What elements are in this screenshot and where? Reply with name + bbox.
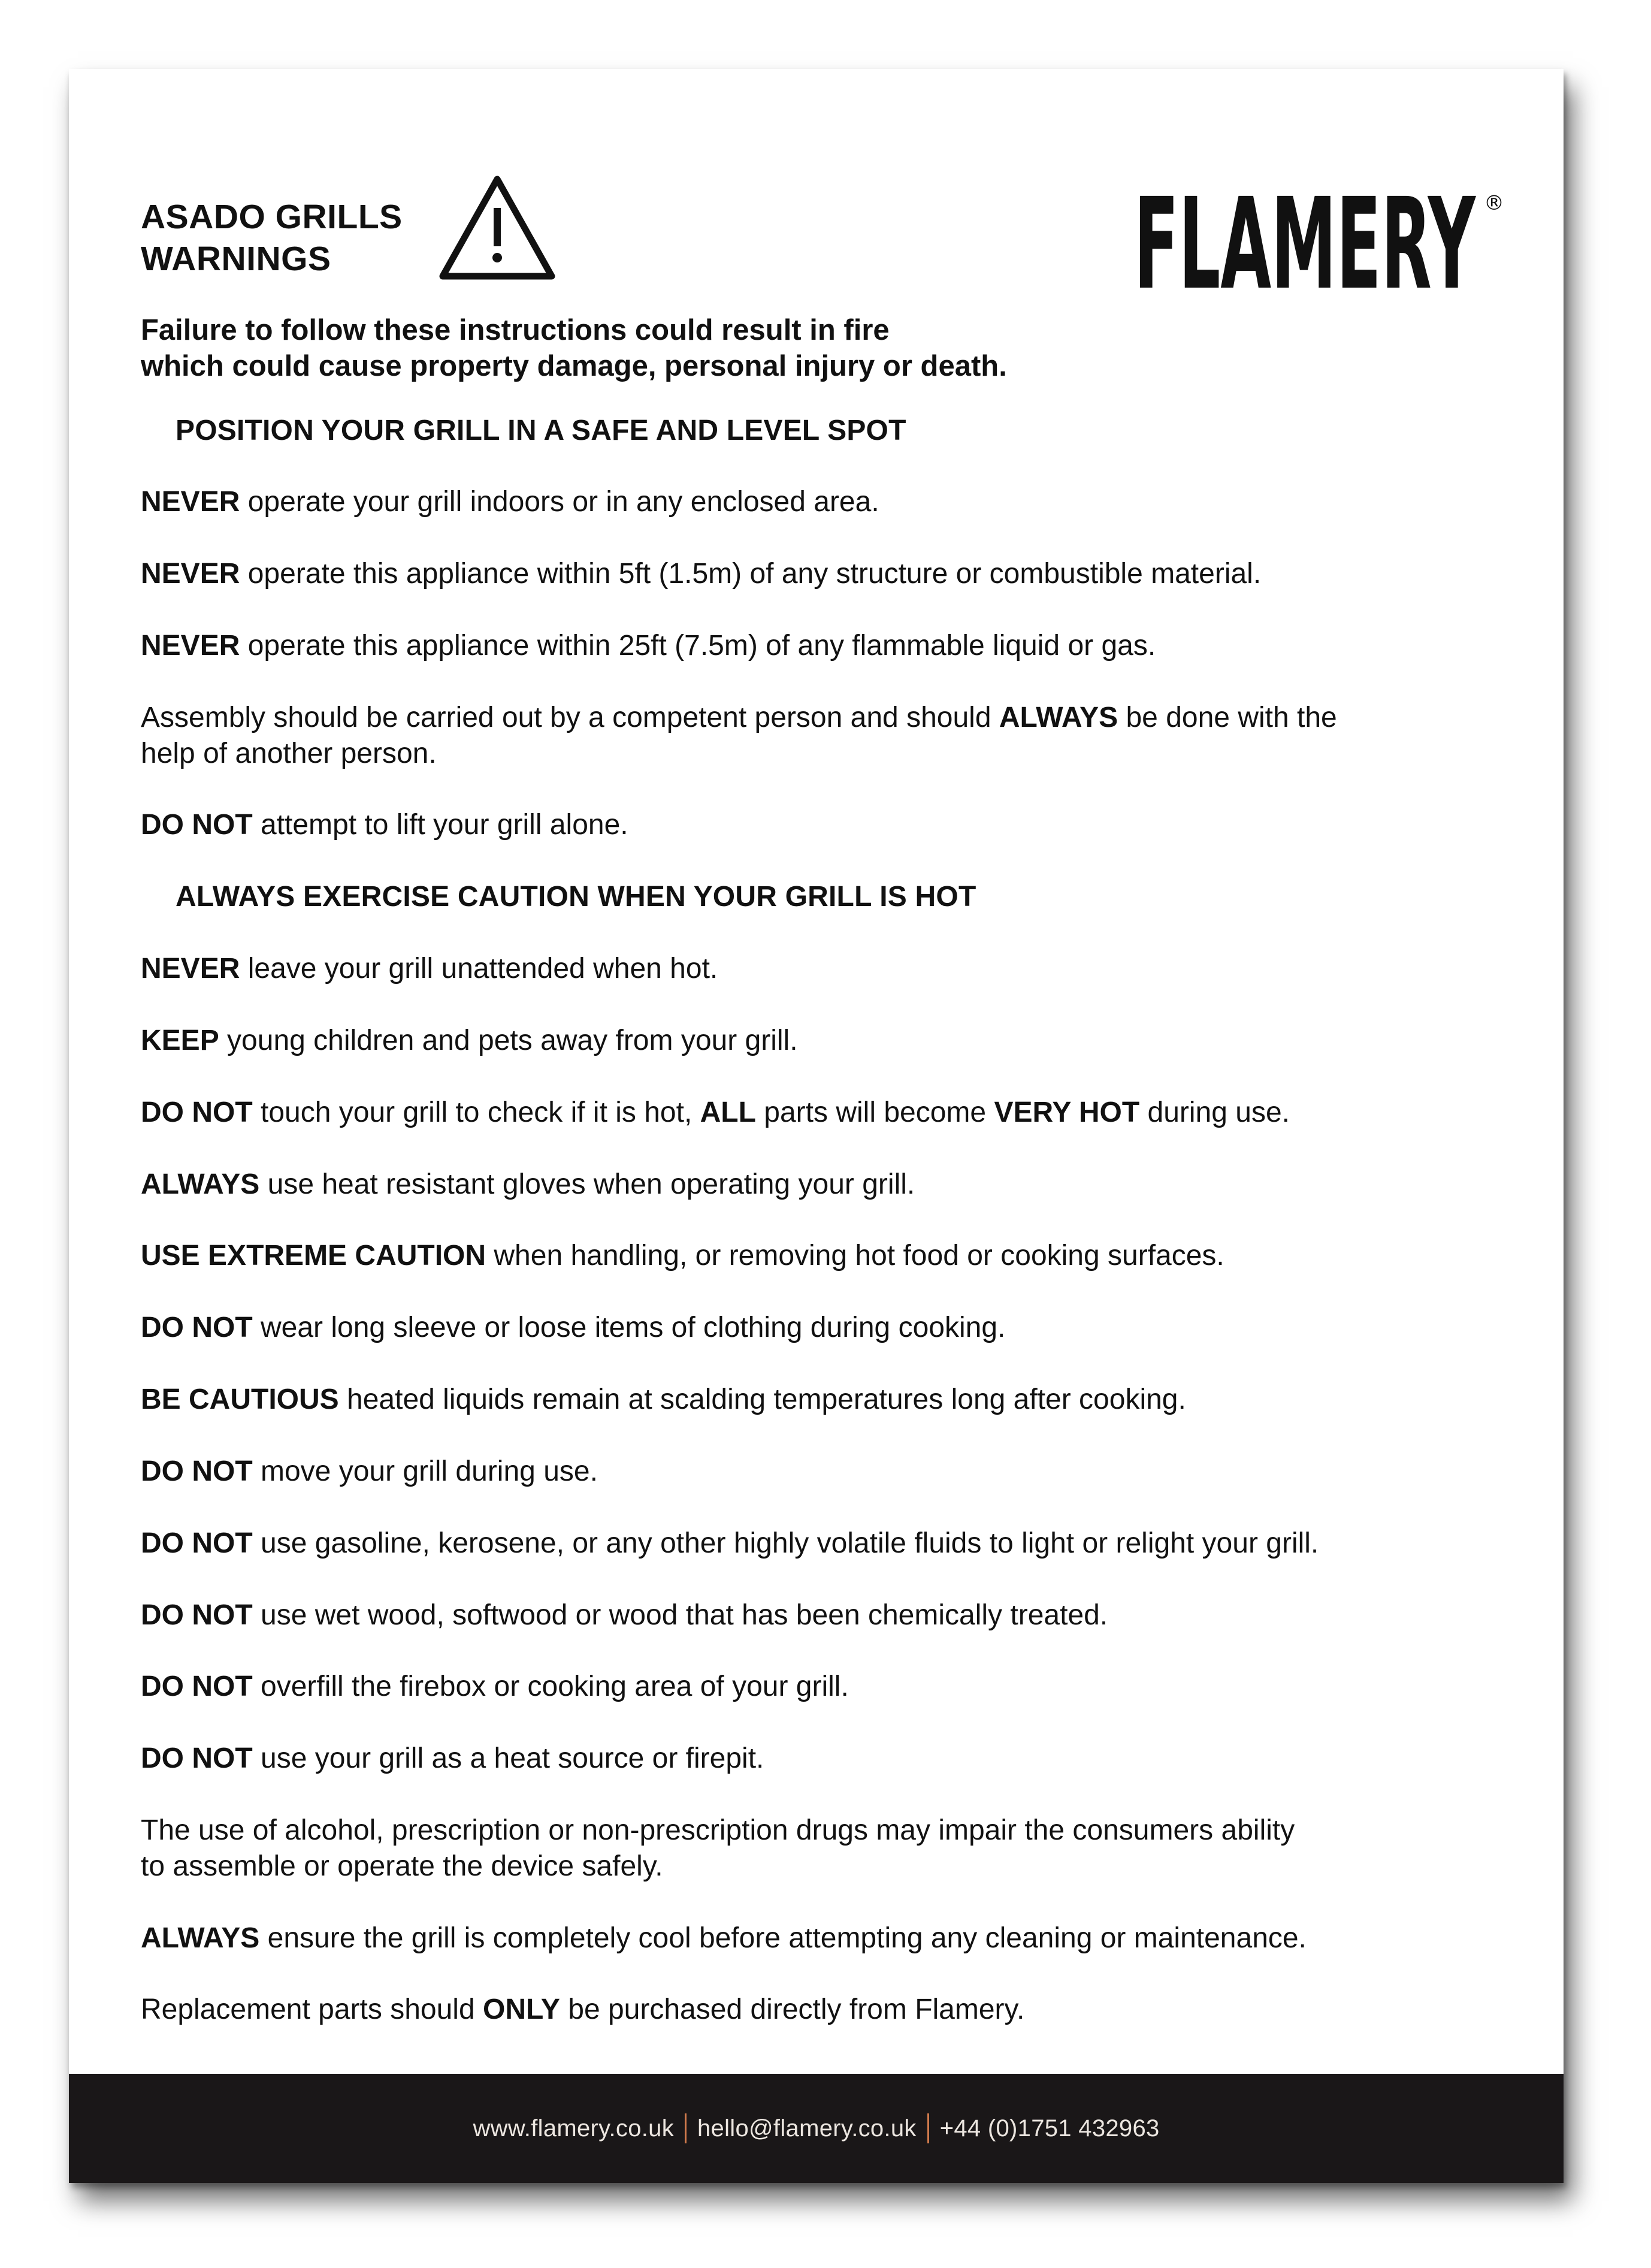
intro-line-2: which could cause property damage, personal injury or death. (141, 350, 1007, 382)
footer-separator (927, 2113, 929, 2143)
footer-separator (685, 2113, 687, 2143)
warning-item (141, 1526, 1519, 1562)
warning-text: when handling, or removing hot food or cooking surfaces. (486, 1240, 1224, 1272)
keyword: DO NOT (141, 1599, 253, 1631)
warning-item (141, 1741, 1519, 1777)
section-heading-caution: ALWAYS EXERCISE CAUTION WHEN YOUR GRILL IS HOT (176, 881, 976, 913)
warning-text: operate your grill indoors or in any enclosed area. (240, 486, 879, 518)
warning-item (141, 1238, 1519, 1274)
warning-item (141, 628, 1519, 664)
warning-text: use gasoline, kerosene, or any other highly volatile fluids to light or relight your grill. (252, 1527, 1319, 1559)
warning-triangle-icon (434, 171, 560, 285)
warning-item (141, 1095, 1519, 1131)
warning-item (141, 1597, 1519, 1633)
section-heading-position: POSITION YOUR GRILL IN A SAFE AND LEVEL SPOT (176, 415, 906, 446)
warnings-sheet (69, 69, 1564, 2183)
warning-item (141, 1669, 1519, 1705)
warning-text-line-2: to assemble or operate the device safely. (141, 1850, 663, 1882)
keyword: DO NOT (141, 1455, 253, 1487)
title-line-1: ASADO GRILLS (141, 198, 403, 236)
keyword: NEVER (141, 486, 240, 518)
phone-number[interactable]: +44 (0)1751 432963 (939, 2115, 1160, 2142)
keyword: NEVER (141, 630, 240, 662)
document-title (141, 196, 403, 280)
warning-text: operate this appliance within 25ft (7.5m) of any flammable liquid or gas. (240, 630, 1156, 662)
keyword: DO NOT (141, 1671, 253, 1702)
warning-text: heated liquids remain at scalding temperatures long after cooking. (338, 1384, 1186, 1415)
warning-item (141, 1023, 1519, 1059)
keyword: DO NOT (141, 809, 253, 841)
flamery-logo (1123, 165, 1507, 321)
keyword: USE EXTREME CAUTION (141, 1240, 486, 1272)
warning-text: during use. (1139, 1097, 1290, 1128)
warning-text: use heat resistant gloves when operating your grill. (259, 1168, 915, 1200)
keyword: BE CAUTIOUS (141, 1384, 339, 1415)
keyword: DO NOT (141, 1097, 253, 1128)
warning-item (141, 951, 1519, 987)
warning-item (141, 1813, 1519, 1885)
warning-item (141, 700, 1519, 772)
warning-item (141, 1992, 1519, 2028)
warning-text: operate this appliance within 5ft (1.5m) of any structure or combustible material. (240, 558, 1262, 590)
warning-item (141, 484, 1519, 520)
warning-text: Assembly should be carried out by a competent person and should (141, 702, 999, 733)
keyword: NEVER (141, 558, 240, 590)
warning-text: move your grill during use. (252, 1455, 598, 1487)
warning-item (141, 1310, 1519, 1346)
logo-wordmark: FLAMERY (1134, 171, 1477, 318)
warning-text: be done with the (1118, 702, 1337, 733)
keyword: DO NOT (141, 1742, 253, 1774)
warning-text: wear long sleeve or loose items of clothing during cooking. (252, 1312, 1006, 1343)
keyword: NEVER (141, 953, 240, 984)
keyword: ALWAYS (141, 1922, 260, 1954)
website-link[interactable]: www.flamery.co.uk (473, 2115, 675, 2142)
keyword: ONLY (482, 1994, 560, 2025)
keyword: ALL (700, 1097, 756, 1128)
warning-text: parts will become (755, 1097, 994, 1128)
warning-text: ensure the grill is completely cool before attempting any cleaning or maintenance. (259, 1922, 1307, 1954)
warning-item (141, 1167, 1519, 1203)
title-line-2: WARNINGS (141, 240, 331, 278)
warning-text: young children and pets away from your grill. (219, 1025, 798, 1056)
warning-text: use your grill as a heat source or firepit. (252, 1742, 764, 1774)
warning-text: overfill the firebox or cooking area of your grill. (252, 1671, 849, 1702)
sheet-content (69, 69, 1564, 2183)
warning-item (141, 1920, 1519, 1956)
registered-mark: ® (1484, 191, 1504, 215)
keyword: ALWAYS (141, 1168, 260, 1200)
keyword: VERY HOT (994, 1097, 1140, 1128)
keyword: DO NOT (141, 1527, 253, 1559)
warning-item (141, 807, 1519, 843)
warning-text: leave your grill unattended when hot. (240, 953, 718, 984)
keyword: DO NOT (141, 1312, 253, 1343)
warning-text: Replacement parts should (141, 1994, 483, 2025)
warning-item (141, 1454, 1519, 1490)
warning-text: touch your grill to check if it is hot, (252, 1097, 700, 1128)
keyword: ALWAYS (999, 702, 1118, 733)
email-link[interactable]: hello@flamery.co.uk (697, 2115, 917, 2142)
intro-warning (141, 312, 1459, 384)
warning-text: The use of alcohol, prescription or non-prescription drugs may impair the consumers ability (141, 1814, 1295, 1846)
keyword: KEEP (141, 1025, 219, 1056)
warning-item (141, 556, 1519, 592)
warning-text: use wet wood, softwood or wood that has been chemically treated. (252, 1599, 1108, 1631)
warning-text: attempt to lift your grill alone. (252, 809, 628, 841)
intro-line-1: Failure to follow these instructions could result in fire (141, 314, 890, 346)
contact-footer (69, 2074, 1564, 2183)
warning-text-line-2: help of another person. (141, 738, 437, 769)
warning-item (141, 1382, 1519, 1418)
warning-text: be purchased directly from Flamery. (560, 1994, 1025, 2025)
